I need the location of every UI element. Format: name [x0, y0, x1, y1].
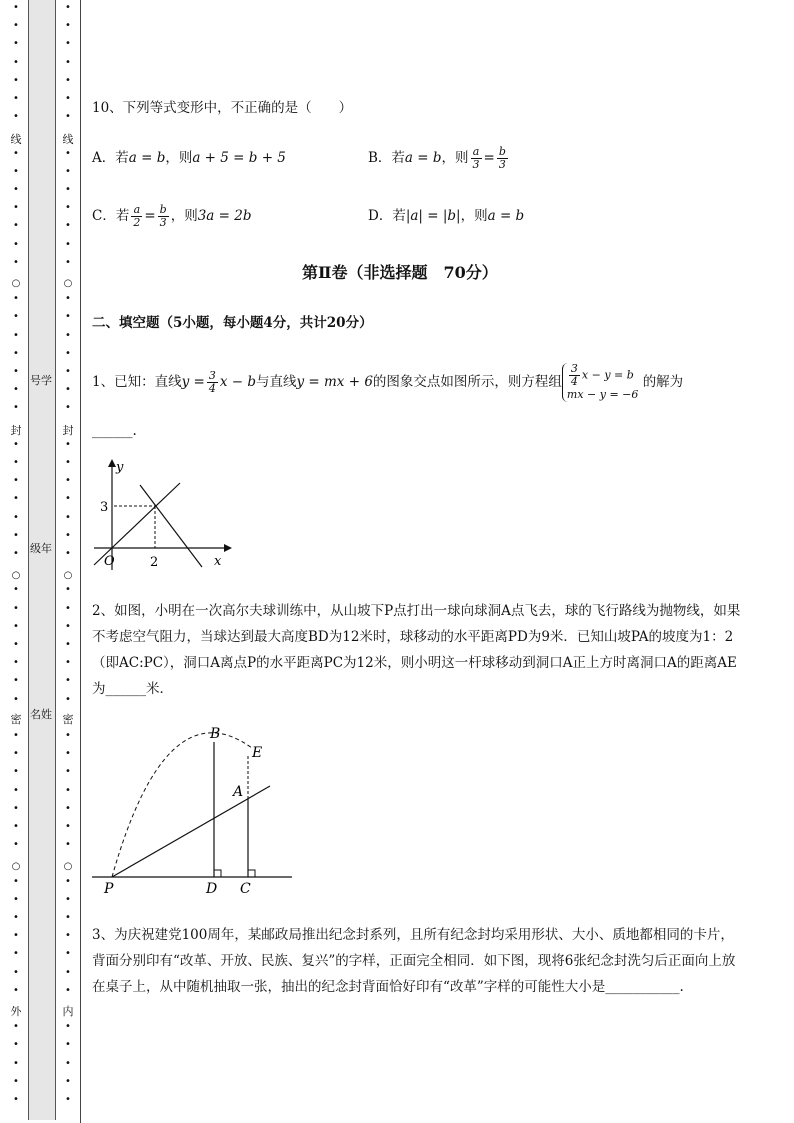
option-b-frac-right: $\frac{b}{3}$	[498, 145, 506, 171]
q1-ending: 的解为	[642, 374, 684, 390]
fig2-label-b: B	[210, 726, 221, 742]
inner-dot: •	[65, 93, 71, 104]
inner-dot: •	[65, 766, 71, 778]
outer-dot: •	[13, 1075, 19, 1087]
inner-dot: •	[65, 839, 71, 851]
q1-line2: y = mx + 6	[296, 374, 373, 390]
inner-dot: •	[65, 620, 71, 632]
outer-dot: •	[13, 293, 19, 305]
inner-dot: •	[65, 657, 71, 669]
outer-dot: •	[13, 402, 19, 414]
option-b-condition: a = b	[404, 150, 442, 166]
option-b-equals: =	[483, 150, 495, 166]
outer-dot-column	[10, 0, 22, 1123]
outer-dot: •	[13, 984, 19, 996]
option-b-prefix: B．若	[368, 150, 405, 166]
outer-dot: •	[13, 202, 19, 214]
inner-dot: •	[65, 529, 71, 541]
outer-dot: •	[13, 184, 19, 195]
inner-dot: •	[65, 1057, 71, 1069]
outer-dot: •	[13, 165, 19, 177]
outer-dot: •	[13, 620, 19, 632]
inner-dot: •	[65, 438, 71, 450]
inner-dot: •	[65, 220, 71, 232]
outer-dot: •	[13, 693, 19, 705]
inner-dot: •	[65, 457, 71, 468]
outer-dot: •	[13, 730, 19, 741]
q1-line1-lhs: y =	[181, 374, 205, 390]
inner-dot: •	[65, 111, 71, 123]
inner-dot: •	[65, 1094, 71, 1105]
outer-dot: •	[13, 948, 19, 960]
inner-circle-mark: ○	[63, 570, 73, 581]
inner-dot: •	[65, 1075, 71, 1087]
q1-after: 的图象交点如图所示，则方程组	[372, 374, 562, 390]
outer-dot: •	[13, 748, 19, 760]
section2-heading: 二、填空题（5小题，每小题4分，共计20分）	[92, 315, 373, 331]
option-d-prefix: D．若	[368, 208, 406, 224]
fig2-label-p: P	[104, 881, 114, 897]
inner-seal-label: 封	[62, 424, 74, 437]
inner-dot: •	[65, 366, 71, 377]
fig1-line-rising	[94, 483, 180, 565]
outer-dot: •	[13, 238, 19, 250]
outer-dot: •	[13, 457, 19, 468]
fig2-trajectory	[112, 733, 252, 877]
inner-seal-label: 内	[62, 1005, 74, 1018]
q10-stem: 10、下列等式变形中，不正确的是（ ）	[92, 100, 353, 116]
outer-dot: •	[13, 256, 19, 268]
inner-dot: •	[65, 948, 71, 960]
inner-dot: •	[65, 1021, 71, 1033]
outer-dot: •	[13, 493, 19, 505]
inner-circle-mark: ○	[63, 278, 73, 289]
inner-dot: •	[65, 602, 71, 614]
inner-circle-mark: ○	[63, 861, 73, 872]
outer-dot: •	[13, 2, 19, 13]
inner-dot: •	[65, 784, 71, 796]
outer-dot: •	[13, 639, 19, 650]
fig2-label-e: E	[252, 745, 263, 761]
inner-seal-label: 线	[62, 133, 74, 146]
inner-dot: •	[65, 311, 71, 323]
fig1-tick-x: 2	[150, 555, 159, 570]
fig2-right-angle-c	[248, 870, 255, 877]
outer-dot: •	[13, 438, 19, 450]
fig1-x-arrow	[224, 544, 232, 552]
inner-dot: •	[65, 930, 71, 942]
fig2-slope-line	[112, 786, 270, 877]
outer-dot: •	[13, 20, 19, 32]
q10-option-c	[92, 203, 251, 229]
inner-dot: •	[65, 748, 71, 760]
outer-circle-mark: ○	[11, 278, 21, 289]
inner-dot: •	[65, 584, 71, 596]
inner-seal-label: 密	[62, 713, 74, 726]
inner-dot: •	[65, 984, 71, 996]
section-title: 第Ⅱ卷（非选择题 70分）	[302, 263, 498, 282]
outer-dot: •	[13, 821, 19, 832]
inner-dot: •	[65, 238, 71, 250]
grade-label: 级年	[30, 542, 52, 555]
inner-dot: •	[65, 493, 71, 505]
fig2-label-d: D	[206, 881, 218, 897]
outer-dot: •	[13, 56, 19, 68]
inner-dot: •	[65, 693, 71, 705]
inner-dot: •	[65, 548, 71, 559]
option-a-condition: a = b	[128, 150, 166, 166]
q10-option-b	[368, 145, 510, 171]
inner-dot: •	[65, 56, 71, 68]
fig2-label-c: C	[240, 881, 251, 897]
inner-dot-column	[62, 0, 74, 1123]
inner-dot: •	[65, 147, 71, 159]
fig1-tick-y: 3	[100, 500, 109, 515]
outer-dot: •	[13, 529, 19, 541]
option-c-result: 3a = 2b	[197, 208, 252, 224]
outer-dot: •	[13, 584, 19, 596]
outer-seal-label: 线	[10, 133, 22, 146]
figure-2-diagram	[92, 720, 302, 900]
outer-dot: •	[13, 766, 19, 778]
inner-dot: •	[65, 384, 71, 396]
inner-dot: •	[65, 2, 71, 13]
outer-dot: •	[13, 384, 19, 396]
option-c-equals: =	[144, 208, 156, 224]
outer-dot: •	[13, 347, 19, 359]
outer-circle-mark: ○	[11, 570, 21, 581]
outer-dot: •	[13, 675, 19, 687]
inner-dot: •	[65, 511, 71, 523]
outer-dot: •	[13, 111, 19, 123]
outer-dot: •	[13, 1094, 19, 1105]
option-c-then: ，则	[170, 208, 198, 224]
option-a-prefix: A．若	[92, 150, 129, 166]
q1-connector: 与直线	[255, 374, 297, 390]
inner-dot: •	[65, 893, 71, 905]
outer-dot: •	[13, 930, 19, 942]
outer-dot: •	[13, 1039, 19, 1051]
outer-dot: •	[13, 329, 19, 341]
outer-seal-label: 密	[10, 713, 22, 726]
inner-dot: •	[65, 184, 71, 195]
outer-dot: •	[13, 147, 19, 159]
inner-dot: •	[65, 402, 71, 414]
fig1-y-arrow	[108, 459, 116, 467]
inner-dot: •	[65, 347, 71, 359]
binding-margin	[0, 0, 84, 1123]
q10-option-a	[92, 145, 286, 171]
fig2-label-a: A	[233, 784, 244, 800]
outer-dot: •	[13, 602, 19, 614]
binding-line	[80, 0, 81, 1123]
q1-line1-frac: $\frac{3}{4}$	[208, 369, 216, 395]
inner-dot: •	[65, 875, 71, 887]
inner-dot: •	[65, 74, 71, 86]
outer-dot: •	[13, 1021, 19, 1033]
option-a-then: ，则	[165, 150, 193, 166]
inner-dot: •	[65, 293, 71, 305]
inner-dot: •	[65, 20, 71, 32]
outer-circle-mark: ○	[11, 861, 21, 872]
outer-dot: •	[13, 311, 19, 323]
q1-text	[92, 360, 683, 404]
option-a-result: a + 5 = b + 5	[192, 150, 286, 166]
inner-dot: •	[65, 202, 71, 214]
outer-dot: •	[13, 74, 19, 86]
outer-dot: •	[13, 875, 19, 887]
inner-dot: •	[65, 329, 71, 341]
inner-dot: •	[65, 475, 71, 487]
q10-option-d	[368, 203, 524, 229]
inner-dot: •	[65, 821, 71, 832]
inner-dot: •	[65, 1039, 71, 1051]
outer-dot: •	[13, 839, 19, 851]
q3-text: 3、为庆祝建党100周年，某邮政局推出纪念封系列，且所有纪念封均采用形状、大小、质地都相同的卡片，背面分别印有“改革、开放、民族、复兴”的字样，正面完全相同．如下图，现将6张纪念封洗匀后正面向上放在桌子上，从中随机抽取一张，抽出的纪念封背面恰好印有“改革”字样的可能性大小是___________.	[92, 927, 736, 995]
system-row-2: mx − y = −6	[566, 388, 639, 401]
binding-strip	[28, 0, 56, 1120]
outer-dot: •	[13, 475, 19, 487]
inner-dot: •	[65, 675, 71, 687]
fig1-y-label: y	[116, 460, 124, 475]
outer-dot: •	[13, 912, 19, 923]
outer-dot: •	[13, 966, 19, 978]
outer-dot: •	[13, 220, 19, 232]
outer-dot: •	[13, 802, 19, 814]
q1-lead: 1、已知：直线	[92, 374, 182, 390]
outer-dot: •	[13, 511, 19, 523]
student-id-label: 号学	[30, 374, 52, 387]
inner-dot: •	[65, 802, 71, 814]
outer-dot: •	[13, 366, 19, 377]
outer-dot: •	[13, 1057, 19, 1069]
inner-dot: •	[65, 639, 71, 650]
name-label: 名姓	[30, 708, 52, 721]
inner-dot: •	[65, 912, 71, 923]
q2-text: 2、如图，小明在一次高尔夫球训练中，从山坡下P点打出一球向球洞A点飞去，球的飞行路线为抛物线，如果不考虑空气阻力，当球达到最大高度BD为12米时，球移动的水平距离PD为9米．已知山坡PA的坡度为1：2（即AC:PC），洞口A离点P的水平距离PC为12米，则小明这一杆球移动到洞口A正上方时离洞口A的距离AE为______米．	[92, 603, 741, 697]
option-d-condition: |a| = |b|	[405, 208, 461, 224]
outer-dot: •	[13, 657, 19, 669]
system-row-1: x − y = b	[581, 368, 634, 382]
inner-dot: •	[65, 38, 71, 50]
q1-answer-blank: ______.	[92, 423, 137, 439]
option-d-result: a = b	[487, 208, 525, 224]
outer-dot: •	[13, 893, 19, 905]
inner-dot: •	[65, 966, 71, 978]
inner-dot: •	[65, 256, 71, 268]
outer-seal-label: 封	[10, 424, 22, 437]
outer-dot: •	[13, 784, 19, 796]
fig1-origin-label: O	[104, 554, 115, 569]
fig1-x-label: x	[214, 554, 222, 569]
option-b-then: ，则	[441, 150, 469, 166]
outer-dot: •	[13, 548, 19, 559]
outer-seal-label: 外	[10, 1005, 22, 1018]
figure-1-graph	[92, 455, 242, 575]
option-b-frac-left: $\frac{a}{3}$	[472, 145, 480, 171]
inner-dot: •	[65, 165, 71, 177]
inner-dot: •	[65, 730, 71, 741]
outer-dot: •	[13, 38, 19, 50]
option-c-frac-left: $\frac{a}{2}$	[133, 203, 141, 229]
option-d-then: ，则	[460, 208, 488, 224]
option-c-prefix: C．若	[92, 208, 130, 224]
option-c-frac-right: $\frac{b}{3}$	[159, 203, 167, 229]
outer-dot: •	[13, 93, 19, 104]
q1-equation-system: $\frac{3}{4}$ x − y = b mx − y = −6	[562, 363, 638, 402]
fig2-right-angle-d	[214, 870, 221, 877]
q1-line1-rhs: x − b	[219, 374, 256, 390]
